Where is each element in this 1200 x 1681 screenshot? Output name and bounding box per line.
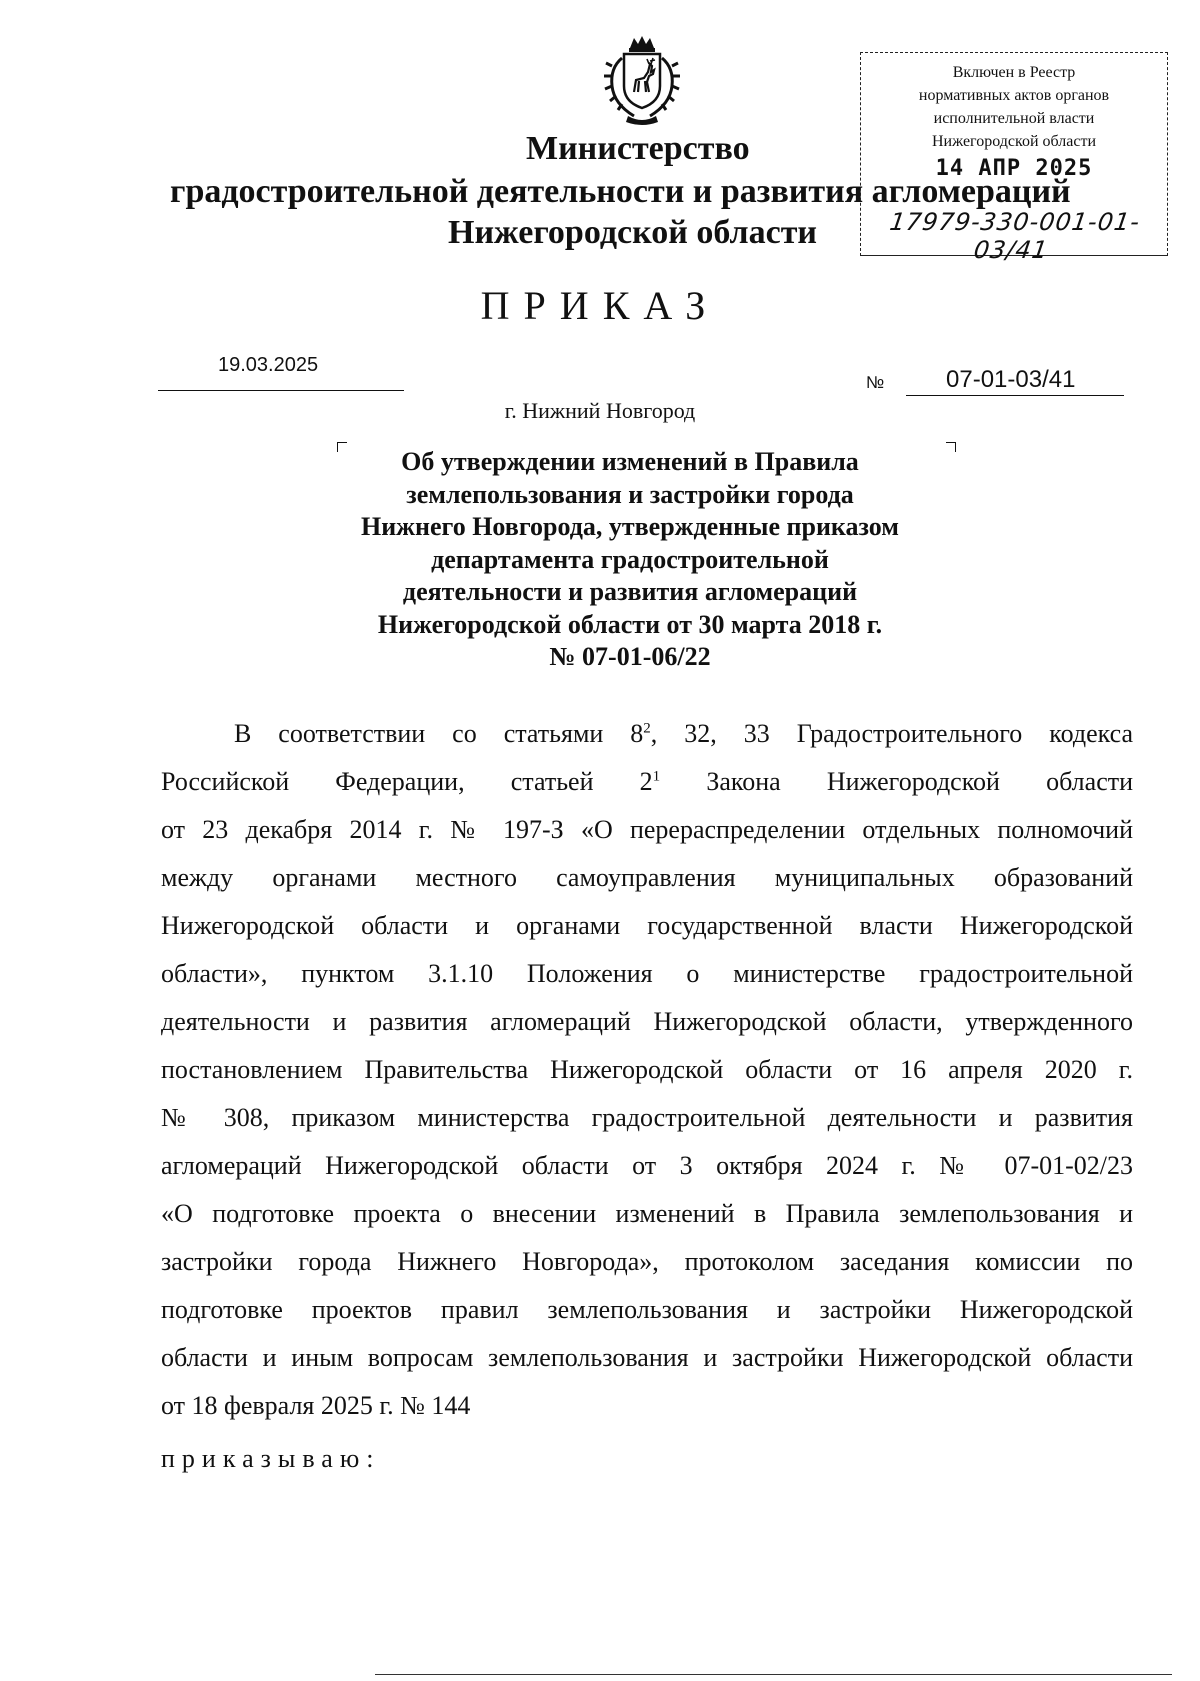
date-underline: [158, 390, 404, 391]
stamp-line: нормативных актов органов: [918, 87, 1110, 104]
document-subject: [300, 446, 960, 674]
footer-divider: [375, 1674, 1172, 1675]
body-fragment: , 32, 33 Градостроительного кодекса: [650, 719, 1133, 748]
document-city: г. Нижний Новгород: [504, 398, 696, 423]
body-line: от 18 февраля 2025 г. № 144: [161, 1391, 471, 1420]
body-line: «О подготовке проекта о внесении изменений в Правила землепользования и: [161, 1199, 1133, 1228]
subject-line: Нижегородской области от 30 марта 2018 г.: [377, 609, 883, 639]
stamp-registration-number: 17979-330-001-01-03/41: [887, 208, 1143, 264]
ministry-title: Министерство: [526, 130, 750, 167]
body-line: деятельности и развития агломераций Нижегородской области, утвержденного: [161, 1007, 1133, 1036]
stamp-date: 14 АПР 2025: [935, 156, 1093, 181]
body-fragment: Российской Федерации, статьей 2: [161, 767, 653, 796]
superscript: 1: [652, 768, 661, 785]
body-line: между органами местного самоуправления муниципальных образований: [161, 863, 1133, 892]
subject-line: № 07-01-06/22: [549, 642, 711, 671]
superscript: 2: [643, 720, 651, 737]
body-fragment: В соответствии со статьями 8: [234, 719, 644, 748]
document-date: 19.03.2025: [218, 354, 319, 376]
stamp-line: исполнительной власти: [933, 110, 1095, 127]
body-line: от 23 декабря 2014 г. № 197-З «О перераспределении отдельных полномочий: [161, 815, 1133, 844]
body-line: агломераций Нижегородской области от 3 октября 2024 г. № 07-01-02/23: [161, 1151, 1133, 1180]
document-number: 07-01-03/41: [946, 366, 1076, 393]
body-line: [161, 767, 1133, 797]
body-line: области», пунктом 3.1.10 Положения о министерстве градостроительной: [161, 959, 1133, 988]
body-line: подготовке проектов правил землепользования и застройки Нижегородской: [161, 1295, 1133, 1324]
order-word: приказываю:: [161, 1444, 381, 1473]
subject-line: департамента градостроительной: [431, 544, 829, 574]
number-underline: [906, 395, 1124, 396]
stamp-line: Включен в Реестр: [952, 64, 1076, 81]
body-line: Нижегородской области и органами государственной власти Нижегородской: [161, 911, 1133, 940]
coat-of-arms-emblem: [594, 34, 690, 128]
body-line: постановлением Правительства Нижегородской области от 16 апреля 2020 г.: [161, 1055, 1133, 1084]
subject-line: Нижнего Новгорода, утвержденные приказом: [360, 512, 900, 541]
body-line: застройки города Нижнего Новгорода», протоколом заседания комиссии по: [161, 1247, 1133, 1276]
stamp-line: Нижегородской области: [931, 133, 1096, 150]
subject-line: деятельности и развития агломераций: [402, 577, 858, 606]
document-number-label: №: [866, 373, 885, 392]
body-line: области и иным вопросам землепользования и застройки Нижегородской области: [161, 1343, 1133, 1372]
body-fragment: Закона Нижегородской области: [660, 767, 1134, 796]
ministry-region: Нижегородской области: [448, 214, 817, 251]
subject-line: Об утверждении изменений в Правила: [401, 447, 859, 476]
document-type-title: ПРИКАЗ: [480, 283, 720, 328]
subject-line: землепользования и застройки города: [406, 479, 854, 509]
body-line: [234, 719, 1133, 749]
body-line: № 308, приказом министерства градостроительной деятельности и развития: [161, 1103, 1133, 1132]
ministry-name: градостроительной деятельности и развития агломераций: [170, 173, 1071, 210]
